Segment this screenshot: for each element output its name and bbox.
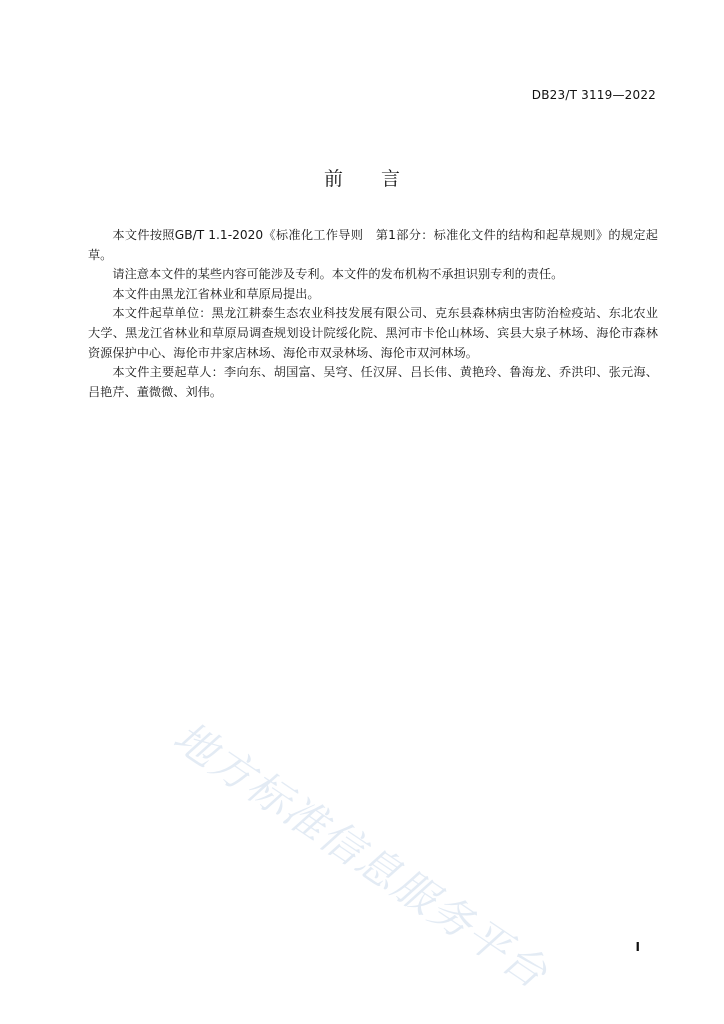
page-number: I xyxy=(635,940,640,954)
paragraph-proposer: 本文件由黑龙江省林业和草原局提出。 xyxy=(112,286,320,301)
watermark: 地方标准信息服务平台 xyxy=(164,711,558,999)
document-code: DB23/T 3119—2022 xyxy=(531,88,656,102)
paragraph-drafting-units: 本文件起草单位：黑龙江耕泰生态农业科技发展有限公司、克东县森林病虫害防治检疫站、东北农业大学、黑龙江省林业和草原局调查规划设计院绥化院、黑河市卡伦山林场、宾县大泉子林场、海伦市森林资源保护中心、海伦市井家店林场、海伦市双录林场、海伦市双河林场。 xyxy=(88,306,658,360)
paragraph-drafters: 本文件主要起草人：李向东、胡国富、吴穹、任汉屏、吕长伟、黄艳玲、鲁海龙、乔洪印、张元海、吕艳芹、董微微、刘伟。 xyxy=(88,365,658,399)
page-title: 前言 xyxy=(323,168,438,190)
paragraph-drafting-basis: 本文件按照GB/T 1.1-2020《标准化工作导则 第1部分：标准化文件的结构和起草规则》的规定起草。 xyxy=(88,228,658,262)
foreword-body xyxy=(88,226,658,402)
paragraph-patent-notice: 请注意本文件的某些内容可能涉及专利。本文件的发布机构不承担识别专利的责任。 xyxy=(112,267,564,282)
